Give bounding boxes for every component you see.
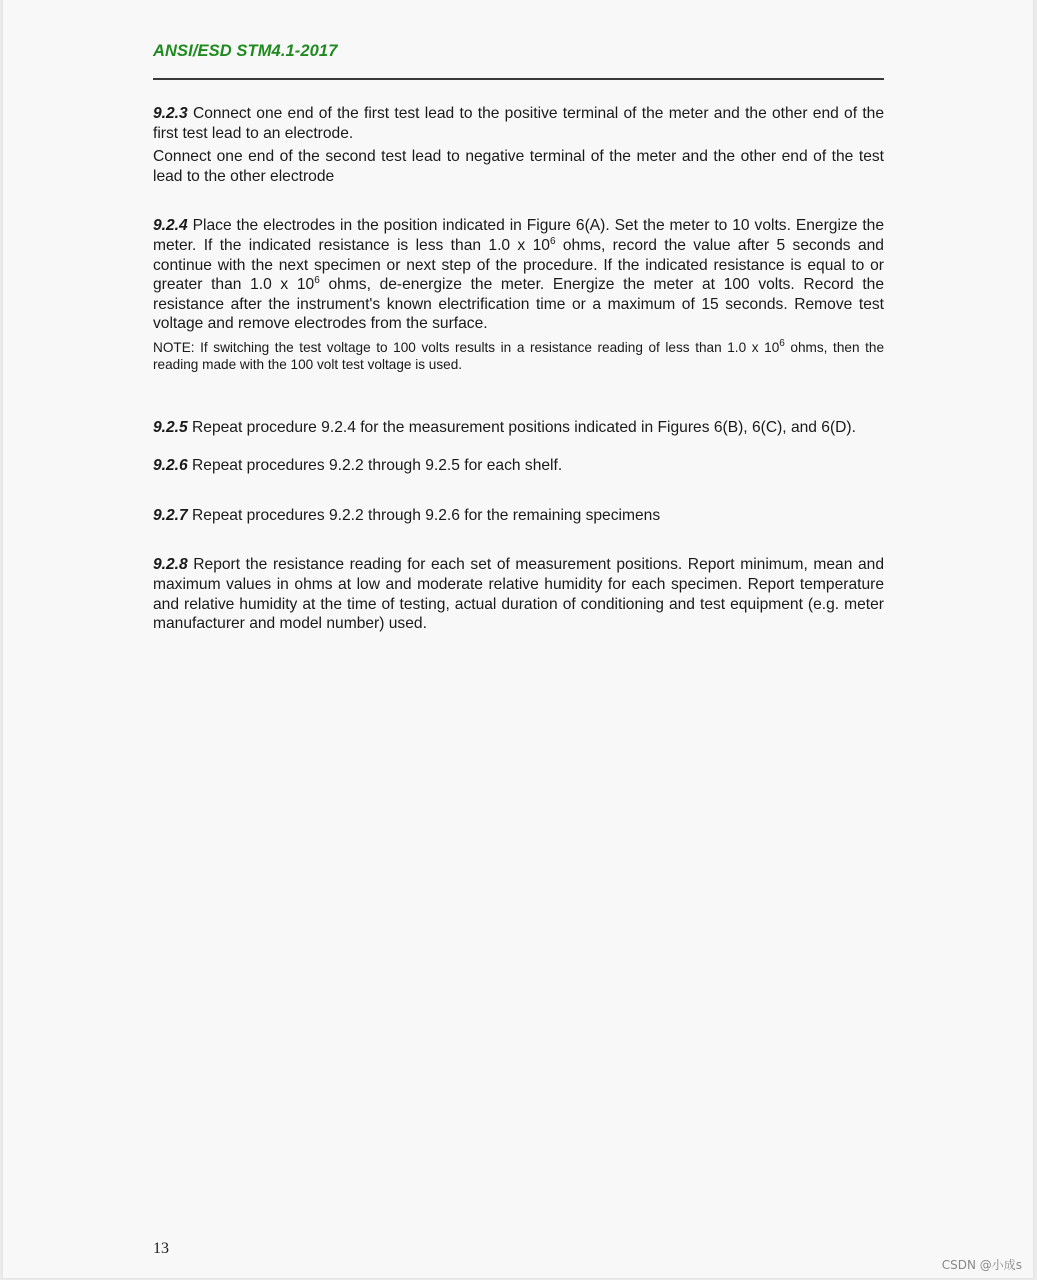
spacer xyxy=(153,437,884,456)
note-text: ohms, then the reading made with the 100 volt test voltage is used. xyxy=(153,339,884,373)
section-text: Repeat procedure 9.2.4 for the measurement positions indicated in Figures 6(B), 6(C), and 6(D). xyxy=(187,418,856,436)
page-number: 13 xyxy=(153,1240,169,1257)
exponent: 6 xyxy=(779,337,785,349)
section-9-2-6 xyxy=(153,456,884,476)
section-9-2-7 xyxy=(153,506,884,526)
document-page xyxy=(3,0,1033,1278)
section-text: Place the electrodes in the position indicated in Figure 6(A). Set the meter to 10 volts. Energize the meter. If the indicated resistance is less than 1.0 x 10 xyxy=(153,217,884,254)
note-text: NOTE: If switching the test voltage to 100 volts results in a resistance reading of less than 1.0 x 10 xyxy=(153,339,780,355)
section-number: 9.2.5 xyxy=(153,418,188,436)
section-9-2-3 xyxy=(153,104,884,143)
section-number: 9.2.3 xyxy=(153,105,188,122)
watermark-text: CSDN @小成s xyxy=(941,1258,1022,1272)
document-header-title: ANSI/ESD STM4.1-2017 xyxy=(153,42,338,60)
section-text: Repeat procedures 9.2.2 through 9.2.5 for each shelf. xyxy=(187,457,563,475)
section-9-2-5 xyxy=(153,418,884,438)
exponent: 6 xyxy=(314,275,320,287)
spacer xyxy=(153,476,884,506)
spacer xyxy=(153,525,884,555)
section-number: 9.2.8 xyxy=(153,556,188,574)
section-text: ohms, de-energize the meter. Energize the meter at 100 volts. Record the resistance after the instrument's known electrification time or a maximum of 15 seconds. Remove test voltage and remove electrodes from the surface. xyxy=(153,276,884,333)
section-text: Report the resistance reading for each set of measurement positions. Report minimum, mean and maximum values in ohms at low and moderate relative humidity for each specimen. Report temperature and relative humidity at the time of testing, actual duration of conditioning and test equipment (e.g. meter manufacturer and model number) used. xyxy=(153,556,884,633)
section-number: 9.2.7 xyxy=(153,506,188,524)
section-number: 9.2.6 xyxy=(153,457,188,475)
spacer xyxy=(153,186,884,216)
section-9-2-8 xyxy=(153,555,884,633)
section-text: Repeat procedures 9.2.2 through 9.2.6 for the remaining specimens xyxy=(187,506,661,524)
spacer xyxy=(153,388,884,418)
section-text: ohms, record the value after 5 seconds and continue with the next specimen or next step of the procedure. If the indicated resistance is equal to or greater than 1.0 x 10 xyxy=(153,236,884,294)
section-text: Connect one end of the first test lead to the positive terminal of the meter and the other end of the first test lead to an electrode. xyxy=(153,105,884,142)
section-9-2-4-note xyxy=(153,339,884,374)
document-body xyxy=(153,104,884,634)
section-9-2-4 xyxy=(153,216,884,334)
exponent: 6 xyxy=(549,235,556,247)
section-9-2-3-continuation: Connect one end of the second test lead to negative terminal of the meter and the other end of the test lead to the other electrode xyxy=(153,148,884,185)
section-number: 9.2.4 xyxy=(153,217,188,235)
header-divider xyxy=(153,78,884,80)
